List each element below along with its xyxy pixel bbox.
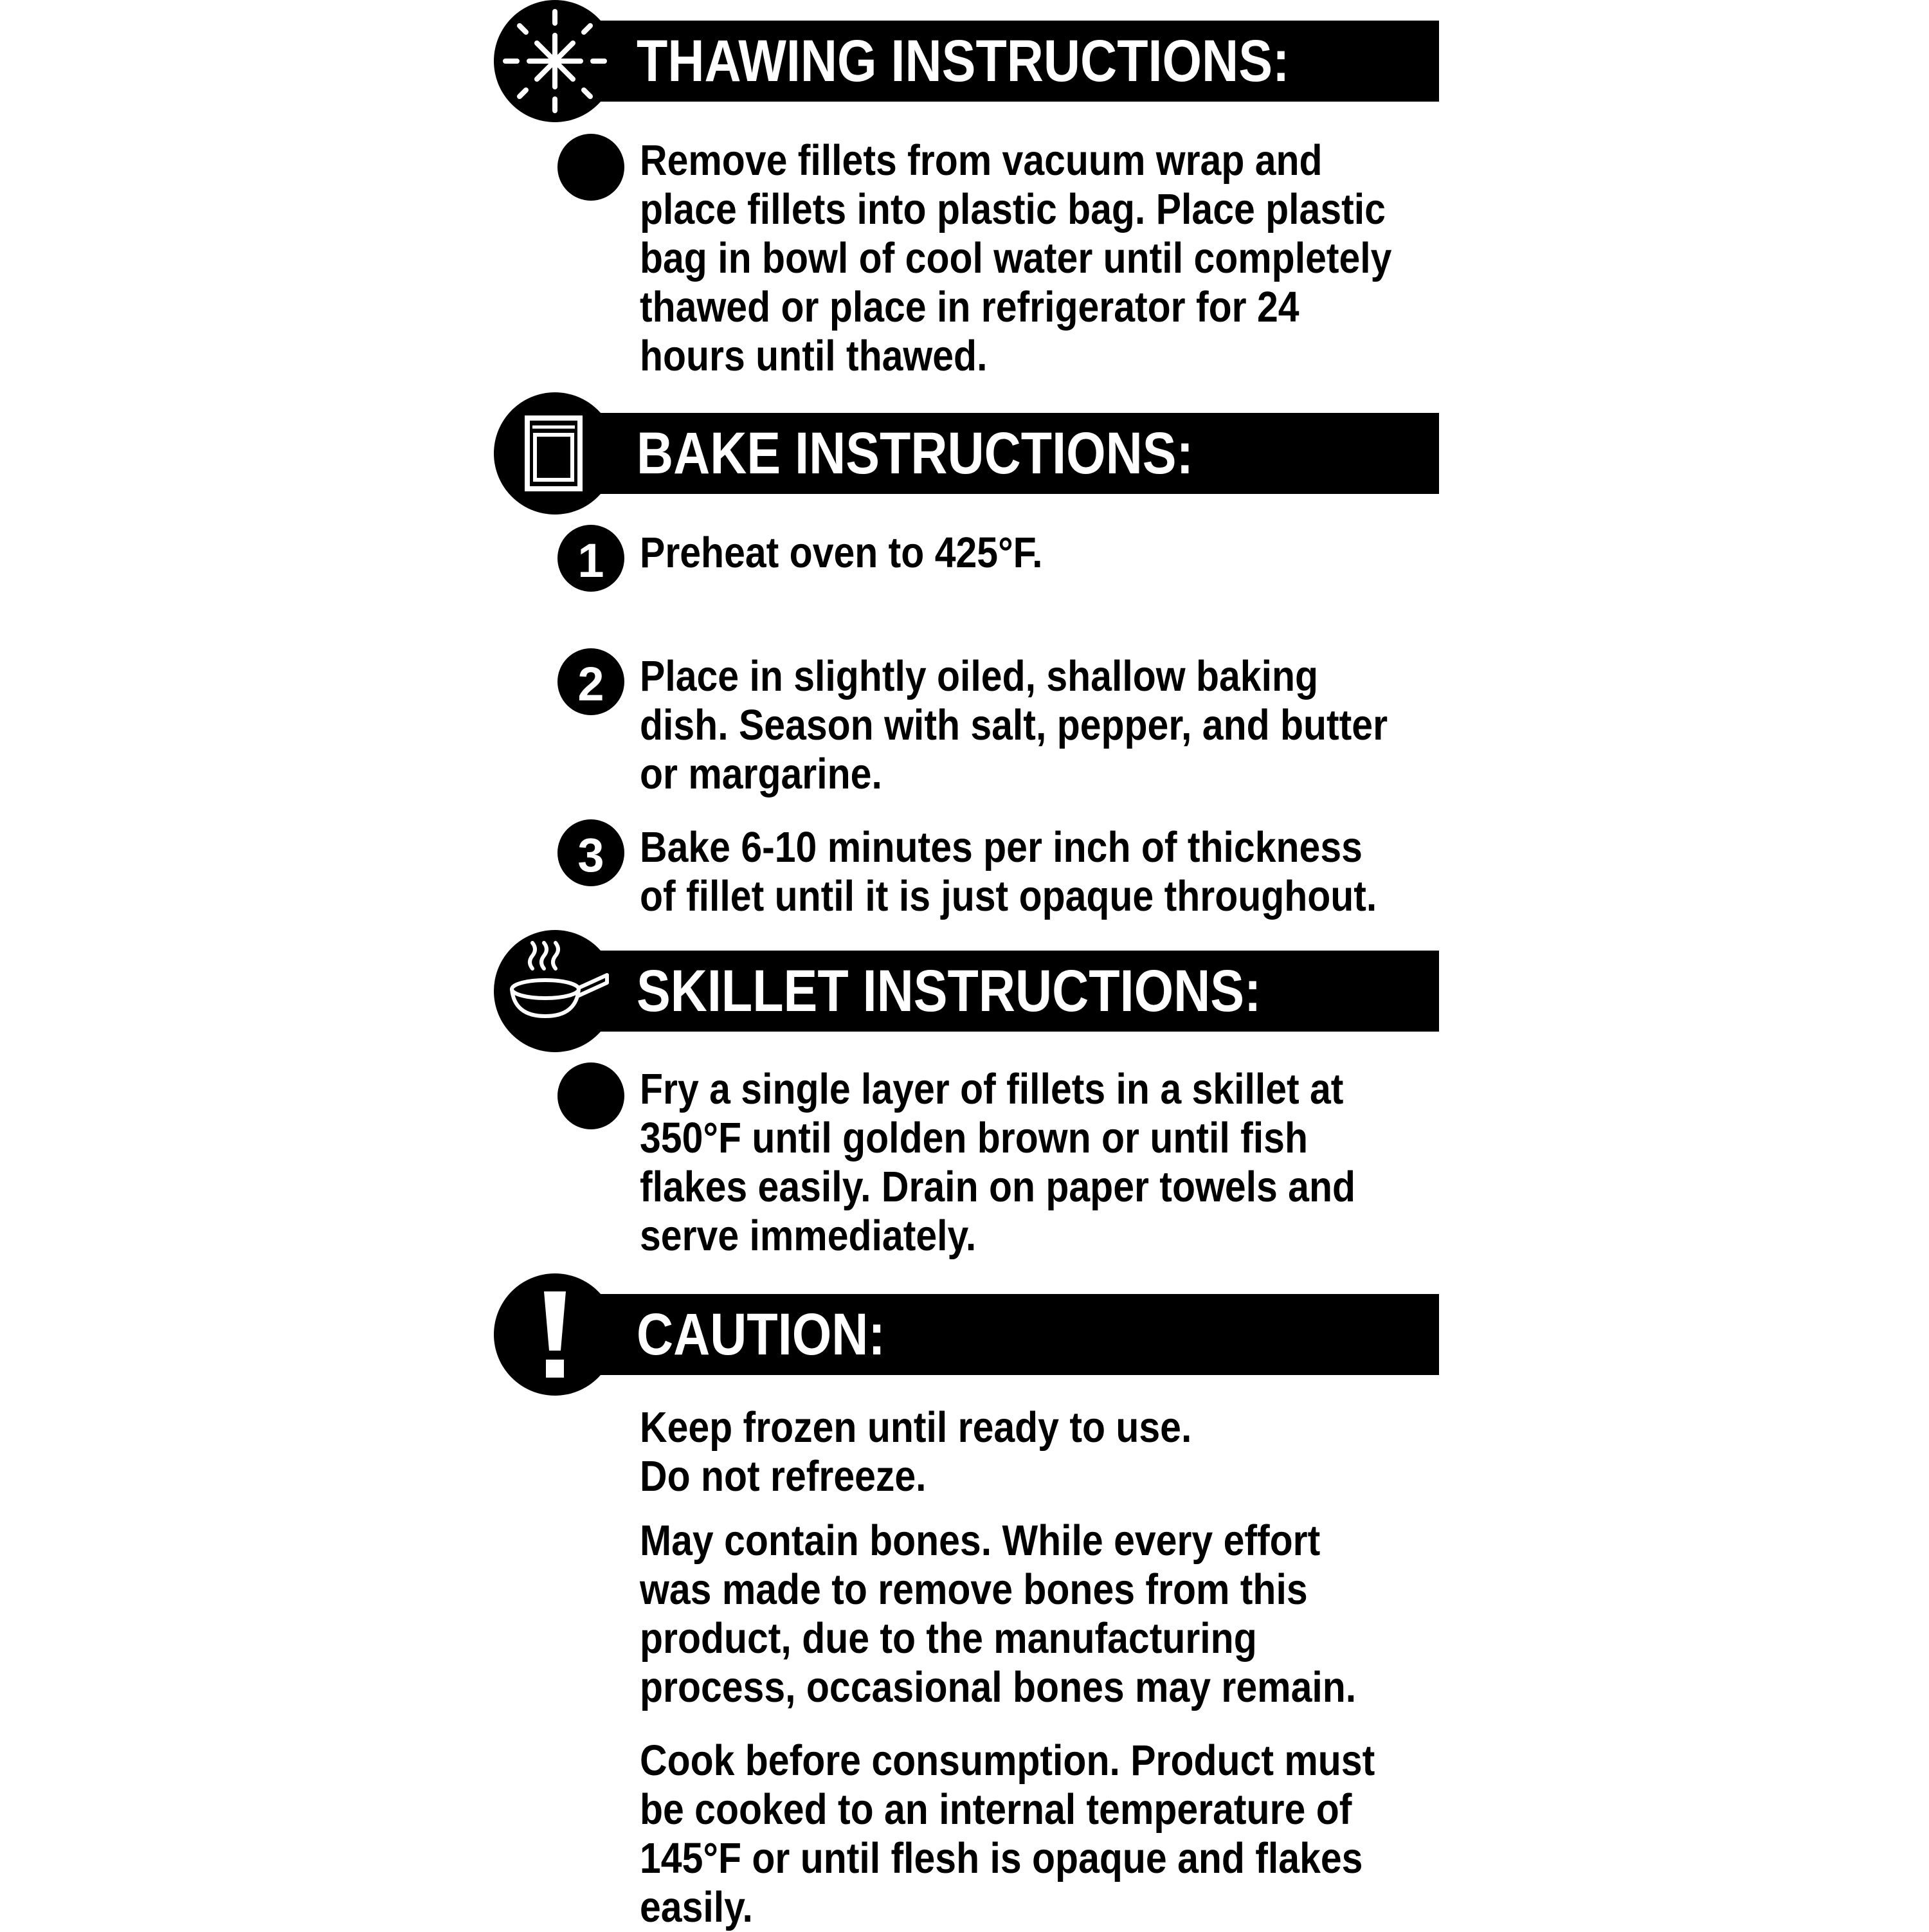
caution-paragraph-1 [640, 1403, 1364, 1501]
thawing-text [640, 136, 1392, 381]
section-title: SKILLET INSTRUCTIONS: [637, 958, 1262, 1024]
text-line: Remove fillets from vacuum wrap and [640, 136, 1323, 185]
text-line: flakes easily. Drain on paper towels and [640, 1163, 1355, 1211]
step-number: 3 [557, 819, 624, 886]
skillet-text [640, 1065, 1364, 1261]
bake-header [494, 413, 1439, 494]
text-line: process, occasional bones may remain. [640, 1663, 1357, 1711]
bake-step-1-text [640, 529, 1364, 578]
text-line: easily. [640, 1883, 753, 1931]
snowflake-icon [494, 0, 616, 122]
bullet-dot [557, 1062, 624, 1129]
text-line: product, due to the manufacturing [640, 1614, 1257, 1663]
section-title: BAKE INSTRUCTIONS: [637, 421, 1193, 486]
step-number: 1 [557, 525, 624, 592]
text-line: hours until thawed. [640, 332, 988, 380]
step-number: 2 [557, 648, 624, 715]
text-line: place fillets into plastic bag. Place plastic [640, 185, 1386, 233]
bullet-dot [557, 134, 624, 201]
text-line: Keep frozen until ready to use. [640, 1403, 1192, 1452]
caution-paragraph-3 [640, 1736, 1375, 1932]
caution-paragraph-2 [640, 1517, 1364, 1712]
text-line: 145°F or until flesh is opaque and flakes [640, 1834, 1363, 1882]
text-line: serve immediately. [640, 1212, 977, 1260]
skillet-icon [494, 930, 616, 1052]
text-line: dish. Season with salt, pepper, and butter [640, 701, 1388, 749]
text-line: be cooked to an internal temperature of [640, 1785, 1352, 1834]
text-line: or margarine. [640, 750, 882, 798]
text-line: Bake 6-10 minutes per inch of thickness [640, 823, 1363, 871]
thawing-header [494, 21, 1439, 102]
text-line: Preheat oven to 425°F. [640, 529, 1043, 577]
section-title: CAUTION: [637, 1302, 885, 1367]
text-line: Fry a single layer of fillets in a skillet at [640, 1065, 1344, 1113]
caution-header [494, 1294, 1439, 1375]
text-line: 350°F until golden brown or until fish [640, 1114, 1308, 1162]
bake-step-3-text [640, 823, 1377, 921]
text-line: was made to remove bones from this [640, 1565, 1308, 1614]
exclamation-icon [494, 1273, 616, 1396]
skillet-header [494, 951, 1439, 1032]
text-line: May contain bones. While every effort [640, 1517, 1321, 1565]
text-line: thawed or place in refrigerator for 24 [640, 283, 1300, 331]
text-line: of fillet until it is just opaque throughout. [640, 872, 1377, 920]
text-line: bag in bowl of cool water until completely [640, 234, 1392, 282]
section-title: THAWING INSTRUCTIONS: [637, 28, 1290, 94]
text-line: Do not refreeze. [640, 1452, 927, 1500]
bake-step-2-text [640, 652, 1388, 799]
text-line: Cook before consumption. Product must [640, 1736, 1375, 1785]
text-line: Place in slightly oiled, shallow baking [640, 652, 1318, 700]
oven-icon [494, 392, 616, 515]
